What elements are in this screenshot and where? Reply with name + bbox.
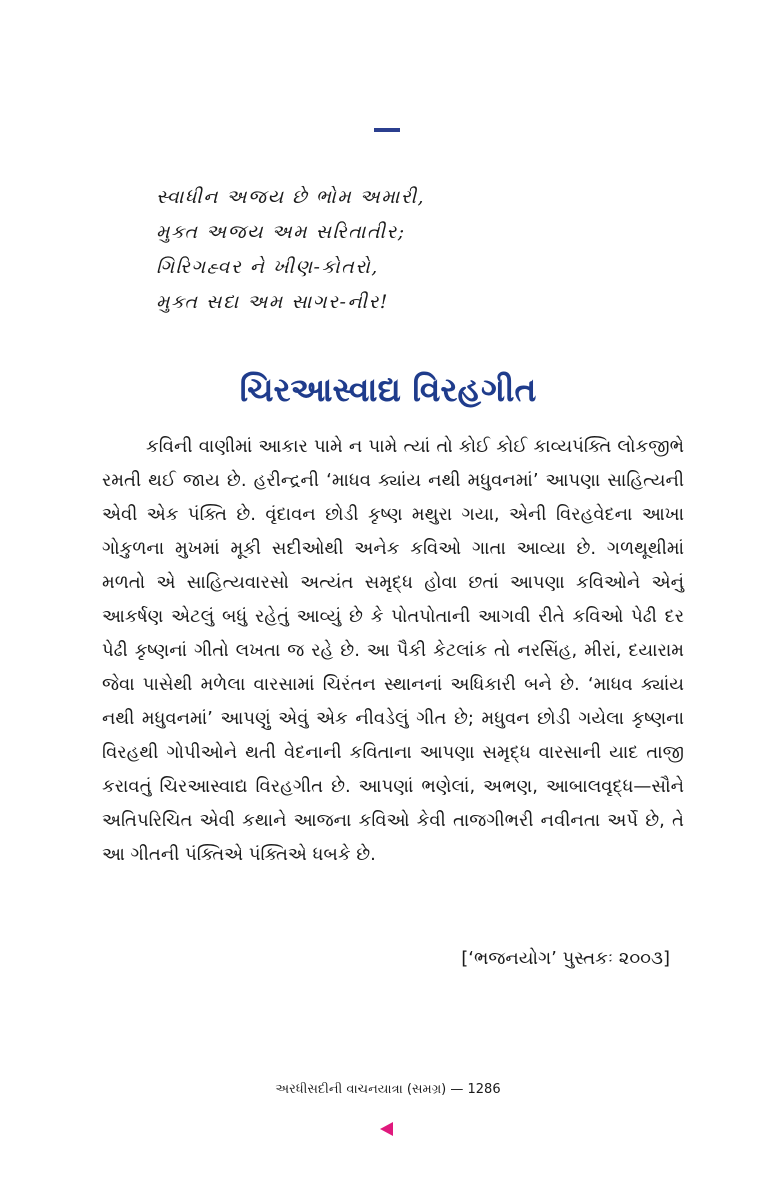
back-arrow-icon[interactable] bbox=[380, 1122, 393, 1136]
poem-line: ગિરિગહ્વર ને ખીણ-કોતરો, bbox=[156, 256, 379, 278]
page-footer: અરધીસદીની વાચનયાત્રા (સમગ્ર) — 1286 bbox=[275, 1082, 501, 1097]
poem-line: મુક્ત અજય અમ સરિતાતીર; bbox=[156, 221, 406, 243]
poem-line: સ્વાધીન અજય છે ભોમ અમારી, bbox=[156, 186, 426, 208]
poem-stanza bbox=[156, 180, 596, 320]
article-paragraph: કવિની વાણીમાં આકાર પામે ન પામે ત્યાં તો કોઈ કોઈ કાવ્યપંક્તિ લોકજીભે રમતી થઈ જાય છે. હરીન્દ્રની ‘માધવ ક્યાંય નથી મધુવનમાં’ આપણા સાહિત્યની એવી એક પંક્તિ છે. વૃંદાવન છોડી કૃષ્ણ મથુરા ગયા, એની વિરહવેદના આખા ગોકુળના મુખમાં મૂકી સદીઓથી અનેક કવિઓ ગાતા આવ્યા છે. ગળથૂથીમાં મળતો એ સાહિત્યવારસો અત્યંત સમૃદ્ધ હોવા છતાં આપણા કવિઓને એનું આકર્ષણ એટલું બધું રહેતું આવ્યું છે કે પોતપોતાની આગવી રીતે કવિઓ પેઢી દર પેઢી કૃષ્ણનાં ગીતો લખતા જ રહે છે. આ પૈકી કેટલાંક તો નરસિંહ, મીરાં, દયારામ જેવા પાસેથી મળેલા વારસામાં ચિરંતન સ્થાનનાં અધિકારી બને છે. ‘માધવ ક્યાંય નથી મધુવનમાં’ આપણું એવું એક નીવડેલું ગીત છે; મધુવન છોડી ગયેલા કૃષ્ણના વિરહથી ગોપીઓને થતી વેદનાની કવિતાના આપણા સમૃદ્ધ વારસાની યાદ તાજી કરાવતું ચિરઆસ્વાદ્ય વિરહગીત છે. આપણાં ભણેલાં, અભણ, આબાલવૃદ્ધ—સૌને અતિપરિચિત એવી કથાને આજના કવિઓ કેવી તાજગીભરી નવીનતા અર્પે છે, તે આ ગીતની પંક્તિએ પંક્તિએ ધબકે છે. bbox=[102, 436, 684, 865]
source-citation: [‘ભજનયોગ’ પુસ્તકઃ ૨૦૦૩] bbox=[461, 948, 670, 969]
article-title: ચિરઆસ્વાદ્ય વિરહગીત bbox=[239, 370, 537, 409]
poem-line: મુક્ત સદા અમ સાગર-નીર! bbox=[156, 291, 389, 313]
section-divider-dash bbox=[374, 128, 400, 132]
